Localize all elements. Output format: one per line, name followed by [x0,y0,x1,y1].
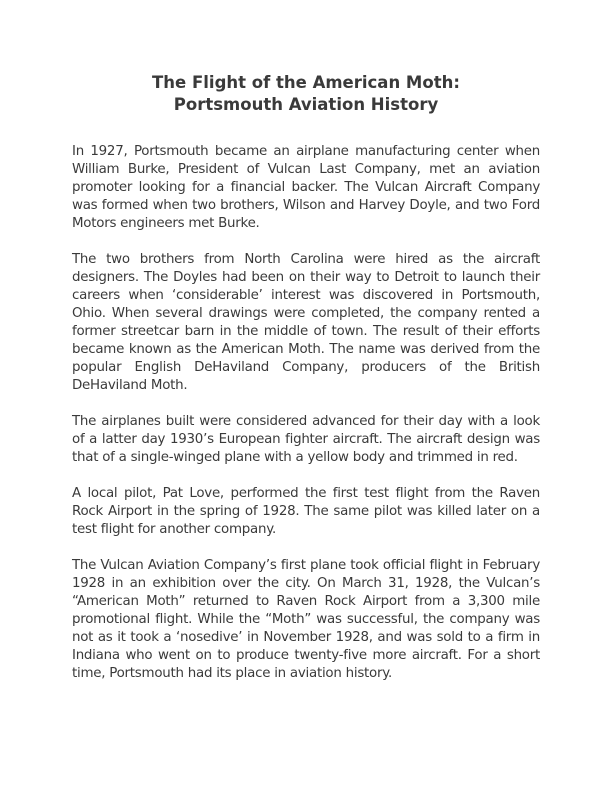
paragraph-4: A local pilot, Pat Love, performed the first test flight from the Raven Rock Airport in the spring of 1928. The same pilot was killed later on a test flight for another company. [72,486,540,537]
title-line-2: Portsmouth Aviation History [173,95,439,114]
paragraph-3: The airplanes built were considered advanced for their day with a look of a latter day 1930’s European fighter aircraft. The aircraft design was that of a single-winged plane with a yellow body and trimmed in red. [72,414,540,465]
paragraph-5: The Vulcan Aviation Company’s first plane took official flight in February 1928 in an exhibition over the city. On March 31, 1928, the Vulcan’s “American Moth” returned to Raven Rock Airport from a 3,300 mile promotional flight. While the “Moth” was successful, the company was not as it took a ‘nosedive’ in November 1928, and was sold to a firm in Indiana who went on to produce twenty-five more aircraft. For a short time, Portsmouth had its place in aviation history. [72,558,540,681]
document-page [72,72,540,701]
paragraph-1: In 1927, Portsmouth became an airplane manufacturing center when William Burke, President of Vulcan Last Company, met an aviation promoter looking for a financial backer. The Vulcan Aircraft Company was formed when two brothers, Wilson and Harvey Doyle, and two Ford Motors engineers met Burke. [72,144,540,231]
document-title [72,72,540,116]
title-line-1: The Flight of the American Moth: [152,73,460,92]
paragraph-2: The two brothers from North Carolina were hired as the aircraft designers. The Doyles had been on their way to Detroit to launch their careers when ‘considerable’ interest was discovered in Portsmouth, Ohio. When several drawings were completed, the company rented a former streetcar barn in the middle of town. The result of their efforts became known as the American Moth. The name was derived from the popular English DeHaviland Company, producers of the British DeHaviland Moth. [72,252,540,393]
